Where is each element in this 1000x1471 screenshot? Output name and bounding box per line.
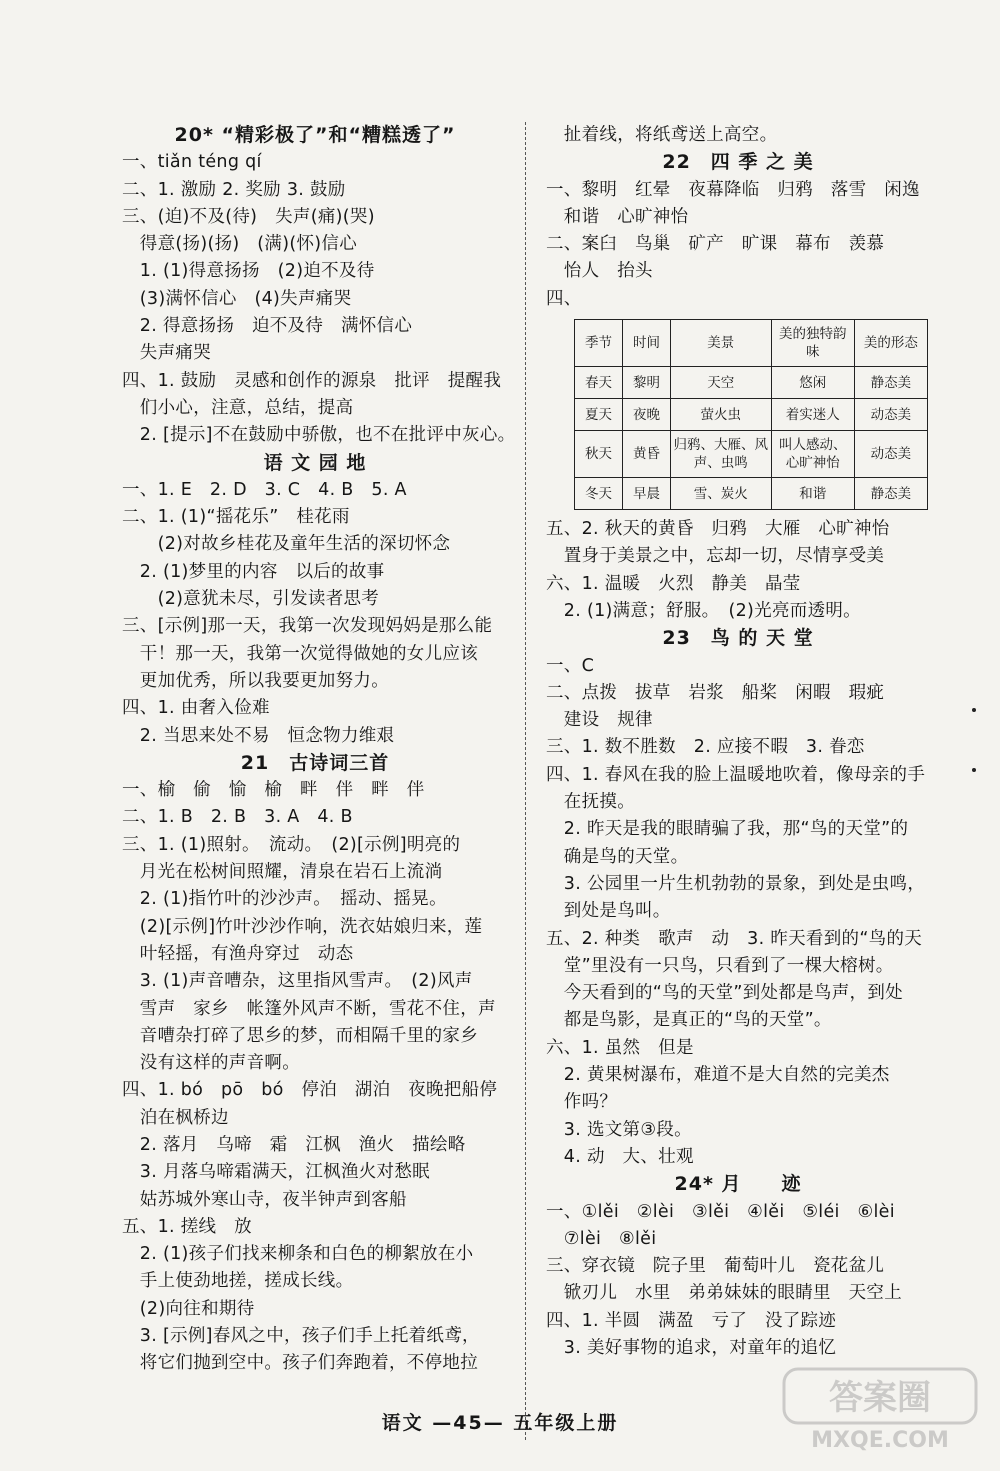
answer-line: 一、①lěi ②lèi ③lěi ④lěi ⑤léi ⑥lèi xyxy=(546,1201,895,1222)
table-row xyxy=(575,431,928,478)
table-cell: 动态美 xyxy=(854,431,927,478)
answer-line: (3)满怀信心 (4)失声痛哭 xyxy=(122,288,352,309)
answer-line: 到处是鸟叫。 xyxy=(546,901,671,922)
table-cell: 着实迷人 xyxy=(771,399,854,431)
answer-line: (2)[示例]竹叶沙沙作响，洗衣姑娘归来，莲 xyxy=(122,916,483,937)
right-column xyxy=(546,122,930,1362)
section-title: 语 文 园 地 xyxy=(263,451,367,474)
answer-line: 四、1. 由奢入俭难 xyxy=(122,698,270,719)
answer-line: 4. 动 大、壮观 xyxy=(546,1146,694,1167)
answer-line: ⑦lèi ⑧lěi xyxy=(546,1228,657,1249)
answer-line: 1. (1)得意扬扬 (2)迫不及待 xyxy=(122,261,375,282)
page-footer: 语文 —45— 五年级上册 xyxy=(381,1412,619,1434)
watermark-top: 答案圈 xyxy=(829,1378,931,1418)
answer-line: 音嘈杂打碎了思乡的梦，而相隔千里的家乡 xyxy=(122,1025,478,1046)
table-row xyxy=(575,478,928,510)
answer-line: 手上使劲地搓，搓成长线。 xyxy=(122,1271,354,1292)
answer-line: 2. (1)梦里的内容 以后的故事 xyxy=(122,561,385,582)
table-row xyxy=(575,399,928,431)
table-cell: 天空 xyxy=(670,367,771,399)
answer-line: 二、1. 激励 2. 奖励 3. 鼓励 xyxy=(122,179,346,200)
answer-line: 三、(迫)不及(待) 失声(痛)(哭) xyxy=(122,206,375,227)
table-cell: 萤火虫 xyxy=(670,399,771,431)
left-column xyxy=(122,122,516,1378)
answer-line: 将它们抛到空中。孩子们奔跑着，不停地拉 xyxy=(122,1353,478,1374)
answer-line: 3. (1)声音嘈杂，这里指风雪声。 (2)风声 xyxy=(122,971,473,992)
table-cell: 春天 xyxy=(575,367,623,399)
answer-line: 姑苏城外寒山寺，夜半钟声到客船 xyxy=(122,1189,407,1210)
answer-line: 建设 规律 xyxy=(546,710,653,731)
answer-line: 扯着线，将纸鸢送上高空。 xyxy=(546,125,778,145)
header-cell: 美景 xyxy=(670,320,771,367)
table-cell: 冬天 xyxy=(575,478,623,510)
answer-line: 作吗？ xyxy=(546,1092,618,1113)
answer-line: 今天看到的“鸟的天堂”到处都是鸟声，到处 xyxy=(546,983,903,1004)
header-cell: 美的形态 xyxy=(854,320,927,367)
right-column-top xyxy=(546,122,930,313)
section-title: 21 古诗词三首 xyxy=(240,751,390,774)
answer-line: 二、1. (1)“摇花乐” 桂花雨 xyxy=(122,507,350,528)
answer-line: 2. 当思来处不易 恒念物力维艰 xyxy=(122,725,395,746)
header-cell: 季节 xyxy=(575,320,623,367)
season-table xyxy=(574,319,928,510)
answer-line: 一、榆 偷 愉 榆 畔 伴 畔 伴 xyxy=(122,780,425,801)
answer-line: 三、1. 数不胜数 2. 应接不暇 3. 眷恋 xyxy=(546,737,865,758)
answer-line: 2. 黄果树瀑布，难道不是大自然的完美杰 xyxy=(546,1065,890,1086)
watermark-logo xyxy=(782,1363,978,1455)
table-row xyxy=(575,367,928,399)
section-title: 22 四 季 之 美 xyxy=(662,151,814,174)
table-cell: 黎明 xyxy=(622,367,670,399)
answer-line: 六、1. 温暖 火烈 静美 晶莹 xyxy=(546,573,801,594)
answer-line: 3. 月落乌啼霜满天，江枫渔火对愁眠 xyxy=(122,1162,430,1183)
answer-line: 和谐 心旷神怡 xyxy=(546,206,689,227)
column-divider xyxy=(525,122,526,1440)
answer-line: 三、[示例]那一天，我第一次发现妈妈是那么能 xyxy=(122,616,493,637)
answer-line: 3. [示例]春风之中，孩子们手上托着纸鸢， xyxy=(122,1326,480,1347)
answer-line: 2. 昨天是我的眼睛骗了我，那“鸟的天堂”的 xyxy=(546,819,909,840)
season-table-header xyxy=(575,320,928,367)
answer-line: 2. [提示]不在鼓励中骄傲，也不在批评中灰心。 xyxy=(122,425,516,446)
answer-line: 四、1. 鼓励 灵感和创作的源泉 批评 提醒我 xyxy=(122,370,502,391)
right-column-bottom xyxy=(546,516,930,1362)
answer-line: 二、点拨 拔草 岩浆 船桨 闲暇 瑕疵 xyxy=(546,682,885,703)
answer-line: 没有这样的声音啊。 xyxy=(122,1053,300,1074)
answer-line: 四、1. 春风在我的脸上温暖地吹着，像母亲的手 xyxy=(546,764,926,785)
answer-line: 2. (1)满意；舒服。 (2)光亮而透明。 xyxy=(546,600,861,621)
answer-line: 怡人 抬头 xyxy=(546,261,653,282)
answer-line: 干！那一天，我第一次觉得做她的女儿应该 xyxy=(122,643,478,664)
table-cell: 早晨 xyxy=(622,478,670,510)
answer-line: 3. 公园里一片生机勃勃的景象，到处是虫鸣， xyxy=(546,873,926,894)
section-title: 20* “精彩极了”和“糟糕透了” xyxy=(174,124,456,146)
answer-line: 都是鸟影，是真正的“鸟的天堂”。 xyxy=(546,1010,832,1031)
watermark-bottom: MXQE.COM xyxy=(811,1428,949,1453)
header-cell: 时间 xyxy=(622,320,670,367)
answer-line: 置身于美景之中，忘却一切，尽情享受美 xyxy=(546,546,885,567)
margin-dot xyxy=(972,768,976,772)
answer-line: 三、1. (1)照射。 流动。 (2)[示例]明亮的 xyxy=(122,834,461,855)
table-cell: 归鸦、大雁、风声、虫鸣 xyxy=(670,431,771,478)
answer-line: 堂”里没有一只鸟，只看到了一棵大榕树。 xyxy=(546,955,894,976)
answer-line: 得意(扬)(扬) (满)(怀)信心 xyxy=(122,234,358,255)
answer-line: 们小心，注意，总结，提高 xyxy=(122,397,354,418)
table-cell: 和谐 xyxy=(771,478,854,510)
answer-line: 五、2. 秋天的黄昏 归鸦 大雁 心旷神怡 xyxy=(546,519,890,540)
table-cell: 静态美 xyxy=(854,478,927,510)
section-title: 24* 月 迹 xyxy=(674,1173,802,1196)
answer-line: 二、案臼 鸟巢 矿产 旷课 幕布 羡慕 xyxy=(546,234,885,255)
answer-line: 确是鸟的天堂。 xyxy=(546,846,689,867)
answer-line: 2. (1)孩子们找来柳条和白色的柳絮放在小 xyxy=(122,1244,474,1265)
margin-dot xyxy=(972,708,976,712)
answer-line: 六、1. 虽然 但是 xyxy=(546,1037,694,1058)
answer-line: 3. 美好事物的追求，对童年的追忆 xyxy=(546,1337,837,1358)
answer-line: 三、穿衣镜 院子里 葡萄叶儿 瓷花盆儿 xyxy=(546,1256,885,1277)
table-cell: 静态美 xyxy=(854,367,927,399)
answer-line: 五、2. 种类 歌声 动 3. 昨天看到的“鸟的天 xyxy=(546,928,923,949)
answer-line: 2. 得意扬扬 迫不及待 满怀信心 xyxy=(122,316,413,337)
answer-line: (2)意犹未尽，引发读者思考 xyxy=(122,589,380,610)
answer-line: 一、黎明 红晕 夜幕降临 归鸦 落雪 闲逸 xyxy=(546,179,920,200)
answer-line: 四、 xyxy=(546,288,582,309)
answer-line: 2. (1)指竹叶的沙沙声。 摇动、摇晃。 xyxy=(122,889,447,910)
answer-line: 一、tiǎn téng qí xyxy=(122,152,262,173)
header-cell: 美的独特韵味 xyxy=(771,320,854,367)
answer-line: 一、1. E 2. D 3. C 4. B 5. A xyxy=(122,479,407,500)
table-cell: 黄昏 xyxy=(622,431,670,478)
section-title: 23 鸟 的 天 堂 xyxy=(662,627,814,650)
answer-line: 二、1. B 2. B 3. A 4. B xyxy=(122,807,353,828)
table-cell: 夏天 xyxy=(575,399,623,431)
answer-line: 2. 落月 乌啼 霜 江枫 渔火 描绘略 xyxy=(122,1134,466,1155)
table-cell: 悠闲 xyxy=(771,367,854,399)
answer-line: 叶轻摇，有渔舟穿过 动态 xyxy=(122,943,354,964)
answer-line: 锨刃儿 水里 弟弟妹妹的眼睛里 天空上 xyxy=(546,1283,902,1304)
table-cell: 秋天 xyxy=(575,431,623,478)
answer-line: 泊在枫桥边 xyxy=(122,1107,229,1128)
table-cell: 夜晚 xyxy=(622,399,670,431)
answer-line: (2)对故乡桂花及童年生活的深切怀念 xyxy=(122,534,451,555)
answer-line: 失声痛哭 xyxy=(122,343,211,364)
answer-line: 五、1. 搓线 放 xyxy=(122,1216,252,1237)
answer-line: (2)向往和期待 xyxy=(122,1298,255,1319)
answer-line: 在抚摸。 xyxy=(546,792,635,813)
answer-line: 四、1. bó pō bó 停泊 湖泊 夜晚把船停 xyxy=(122,1080,498,1101)
answer-line: 更加优秀，所以我要更加努力。 xyxy=(122,670,389,691)
table-cell: 动态美 xyxy=(854,399,927,431)
table-cell: 雪、炭火 xyxy=(670,478,771,510)
answer-line: 雪声 家乡 帐篷外风声不断，雪花不住，声 xyxy=(122,998,496,1019)
answer-line: 一、C xyxy=(546,655,595,676)
answer-line: 月光在松树间照耀，清泉在岩石上流淌 xyxy=(122,862,443,883)
answer-line: 四、1. 半圆 满盈 亏了 没了踪迹 xyxy=(546,1310,837,1331)
table-cell: 叫人感动、心旷神怡 xyxy=(771,431,854,478)
answer-line: 3. 选文第③段。 xyxy=(546,1119,692,1140)
